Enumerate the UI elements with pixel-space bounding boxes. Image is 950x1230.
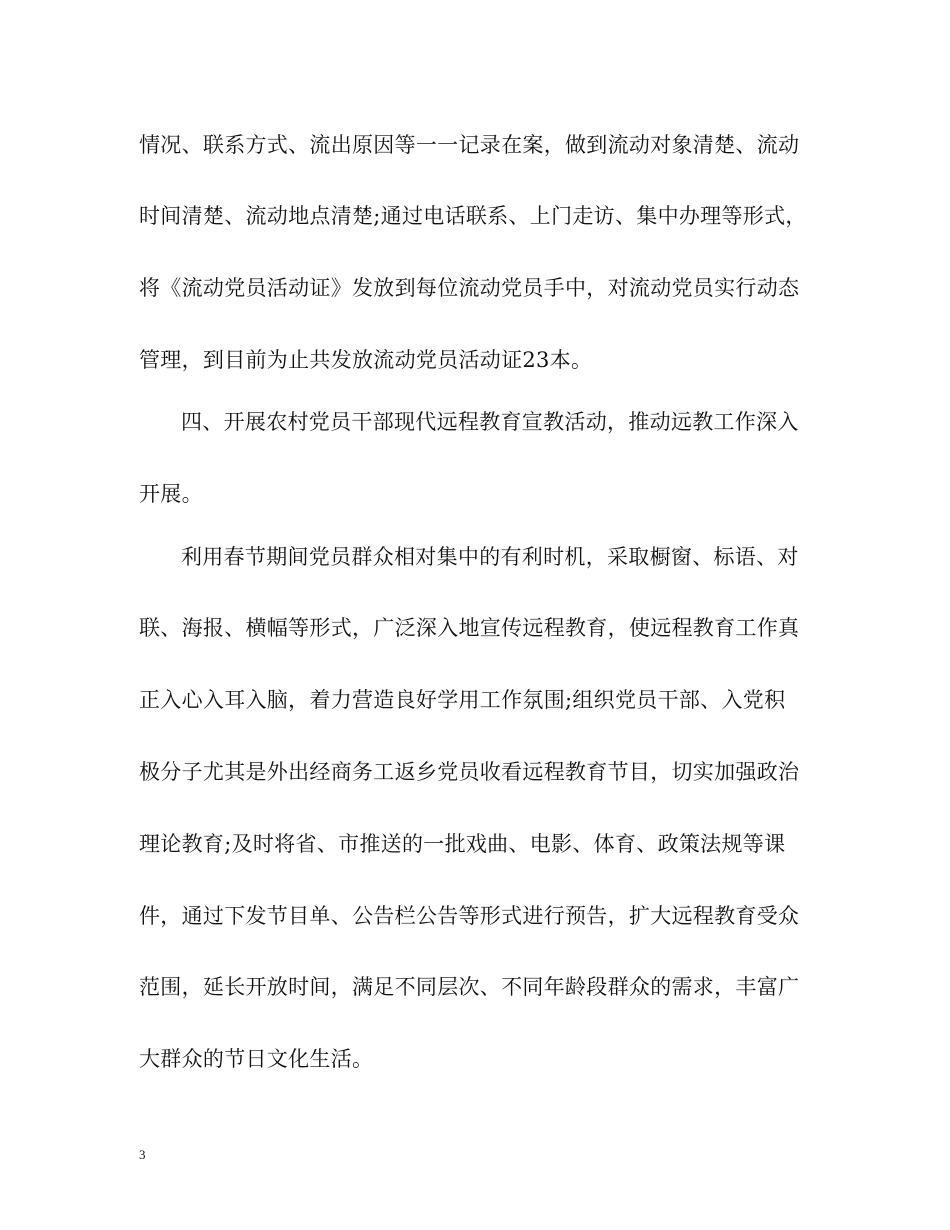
paragraph-line: 联、海报、横幅等形式，广泛深入地宣传远程教育，使远程教育工作真 — [139, 616, 800, 640]
paragraph-line: 时间清楚、流动地点清楚;通过电话联系、上门走访、集中办理等形式， — [139, 204, 807, 228]
paragraph-line: 理论教育;及时将省、市推送的一批戏曲、电影、体育、政策法规等课 — [139, 832, 786, 856]
paragraph-line: 范围，延长开放时间，满足不同层次、不同年龄段群众的需求，丰富广 — [139, 975, 800, 999]
paragraph-line: 四、开展农村党员干部现代远程教育宣教活动，推动远教工作深入 — [181, 410, 799, 434]
paragraph-line: 开展。 — [139, 482, 203, 506]
paragraph-line: 极分子尤其是外出经商务工返乡党员收看远程教育节目，切实加强政治 — [139, 760, 800, 784]
paragraph-line: 大群众的节日文化生活。 — [139, 1047, 374, 1071]
paragraph-line: 管理，到目前为止共发放流动党员活动证23本。 — [139, 348, 593, 372]
paragraph-line: 正入心入耳入脑，着力营造良好学用工作氛围;组织党员干部、入党积 — [139, 688, 786, 712]
paragraph-line: 将《流动党员活动证》发放到每位流动党员手中，对流动党员实行动态 — [139, 276, 800, 300]
paragraph-line: 情况、联系方式、流出原因等一一记录在案，做到流动对象清楚、流动 — [139, 133, 800, 157]
paragraph-line: 件，通过下发节目单、公告栏公告等形式进行预告，扩大远程教育受众 — [139, 904, 800, 928]
paragraph-line: 利用春节期间党员群众相对集中的有利时机，采取橱窗、标语、对 — [181, 545, 799, 569]
page-number: 3 — [139, 1147, 146, 1162]
